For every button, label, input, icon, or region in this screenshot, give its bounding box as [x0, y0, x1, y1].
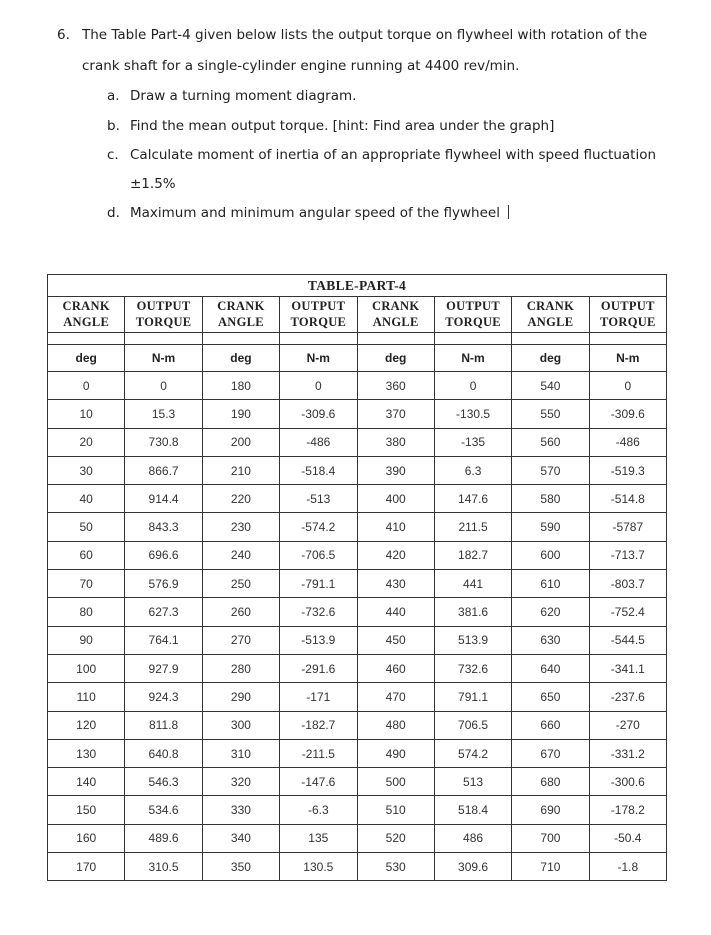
- question-text-line-2: crank shaft for a single-cylinder engine running at 4400 rev/min.: [82, 58, 520, 74]
- crank-angle-cell: 230: [202, 513, 279, 541]
- table-header-row: [48, 297, 667, 333]
- spacer-cell: [280, 333, 357, 345]
- crank-angle-cell: 300: [202, 711, 279, 739]
- crank-angle-cell: 520: [357, 824, 434, 852]
- output-torque-cell: 211.5: [434, 513, 511, 541]
- unit-cell: N-m: [589, 345, 666, 372]
- output-torque-cell: 732.6: [434, 654, 511, 682]
- crank-angle-cell: 180: [202, 372, 279, 400]
- output-torque-cell: -574.2: [280, 513, 357, 541]
- output-torque-cell: 924.3: [125, 683, 202, 711]
- sub-question-text: [130, 205, 509, 221]
- output-torque-cell: -147.6: [280, 768, 357, 796]
- crank-angle-cell: 450: [357, 626, 434, 654]
- table-row: [48, 626, 667, 654]
- column-header: [434, 297, 511, 333]
- crank-angle-cell: 480: [357, 711, 434, 739]
- column-header: [48, 297, 125, 333]
- crank-angle-cell: 360: [357, 372, 434, 400]
- output-torque-cell: -706.5: [280, 541, 357, 569]
- output-torque-cell: 0: [589, 372, 666, 400]
- output-torque-cell: 534.6: [125, 796, 202, 824]
- crank-angle-cell: 410: [357, 513, 434, 541]
- table-row: [48, 513, 667, 541]
- crank-angle-cell: 50: [48, 513, 125, 541]
- table-row: [48, 485, 667, 513]
- spacer-cell: [48, 333, 125, 345]
- unit-cell: N-m: [280, 345, 357, 372]
- crank-angle-cell: 540: [512, 372, 589, 400]
- crank-angle-cell: 290: [202, 683, 279, 711]
- output-torque-cell: -182.7: [280, 711, 357, 739]
- column-header-line-2: ANGLE: [63, 314, 110, 329]
- crank-angle-cell: 420: [357, 541, 434, 569]
- crank-angle-cell: 510: [357, 796, 434, 824]
- crank-angle-cell: 30: [48, 456, 125, 484]
- crank-angle-cell: 650: [512, 683, 589, 711]
- crank-angle-cell: 250: [202, 570, 279, 598]
- unit-cell: N-m: [434, 345, 511, 372]
- output-torque-cell: 381.6: [434, 598, 511, 626]
- crank-angle-cell: 120: [48, 711, 125, 739]
- output-torque-cell: -130.5: [434, 400, 511, 428]
- output-torque-cell: 730.8: [125, 428, 202, 456]
- crank-angle-cell: 710: [512, 853, 589, 881]
- column-header: [512, 297, 589, 333]
- output-torque-cell: -135: [434, 428, 511, 456]
- output-torque-cell: 791.1: [434, 683, 511, 711]
- crank-angle-cell: 370: [357, 400, 434, 428]
- sub-question-text-content: Maximum and minimum angular speed of the flywheel: [130, 205, 500, 221]
- output-torque-cell: -50.4: [589, 824, 666, 852]
- crank-angle-cell: 280: [202, 654, 279, 682]
- crank-angle-cell: 560: [512, 428, 589, 456]
- crank-angle-cell: 130: [48, 739, 125, 767]
- crank-angle-cell: 430: [357, 570, 434, 598]
- table-row: [48, 768, 667, 796]
- output-torque-cell: -513: [280, 485, 357, 513]
- crank-angle-cell: 310: [202, 739, 279, 767]
- crank-angle-cell: 80: [48, 598, 125, 626]
- output-torque-cell: 574.2: [434, 739, 511, 767]
- sub-question-letter: c.: [107, 147, 119, 163]
- crank-angle-cell: 350: [202, 853, 279, 881]
- column-header-line-2: TORQUE: [290, 314, 347, 329]
- spacer-cell: [512, 333, 589, 345]
- crank-angle-cell: 110: [48, 683, 125, 711]
- column-header-line-2: ANGLE: [527, 314, 574, 329]
- output-torque-cell: -518.4: [280, 456, 357, 484]
- crank-angle-cell: 60: [48, 541, 125, 569]
- crank-angle-cell: 70: [48, 570, 125, 598]
- crank-angle-cell: 460: [357, 654, 434, 682]
- crank-angle-cell: 690: [512, 796, 589, 824]
- output-torque-cell: 706.5: [434, 711, 511, 739]
- spacer-cell: [357, 333, 434, 345]
- output-torque-cell: 764.1: [125, 626, 202, 654]
- crank-angle-cell: 90: [48, 626, 125, 654]
- output-torque-cell: -519.3: [589, 456, 666, 484]
- sub-question-letter: d.: [107, 205, 120, 221]
- table-row: [48, 598, 667, 626]
- column-header: [357, 297, 434, 333]
- crank-angle-cell: 400: [357, 485, 434, 513]
- crank-angle-cell: 150: [48, 796, 125, 824]
- output-torque-cell: 576.9: [125, 570, 202, 598]
- crank-angle-cell: 170: [48, 853, 125, 881]
- table-row: [48, 796, 667, 824]
- column-header: [589, 297, 666, 333]
- output-torque-cell: -791.1: [280, 570, 357, 598]
- crank-angle-cell: 670: [512, 739, 589, 767]
- crank-angle-cell: 20: [48, 428, 125, 456]
- column-header-line-1: OUTPUT: [136, 298, 191, 313]
- output-torque-cell: -6.3: [280, 796, 357, 824]
- table-row: [48, 683, 667, 711]
- output-torque-cell: -291.6: [280, 654, 357, 682]
- output-torque-cell: 518.4: [434, 796, 511, 824]
- table-row: [48, 739, 667, 767]
- column-header-line-1: OUTPUT: [600, 298, 655, 313]
- output-torque-cell: -5787: [589, 513, 666, 541]
- output-torque-cell: -1.8: [589, 853, 666, 881]
- crank-angle-cell: 320: [202, 768, 279, 796]
- column-header-line-1: CRANK: [62, 298, 110, 313]
- column-header-line-2: TORQUE: [445, 314, 501, 329]
- crank-angle-cell: 490: [357, 739, 434, 767]
- output-torque-cell: -713.7: [589, 541, 666, 569]
- spacer-cell: [202, 333, 279, 345]
- crank-angle-cell: 600: [512, 541, 589, 569]
- output-torque-cell: -309.6: [280, 400, 357, 428]
- crank-angle-cell: 660: [512, 711, 589, 739]
- crank-angle-cell: 530: [357, 853, 434, 881]
- crank-angle-cell: 220: [202, 485, 279, 513]
- crank-angle-cell: 330: [202, 796, 279, 824]
- output-torque-cell: 696.6: [125, 541, 202, 569]
- output-torque-cell: 489.6: [125, 824, 202, 852]
- crank-angle-cell: 210: [202, 456, 279, 484]
- output-torque-cell: 6.3: [434, 456, 511, 484]
- crank-angle-cell: 500: [357, 768, 434, 796]
- column-header: [125, 297, 202, 333]
- output-torque-cell: 843.3: [125, 513, 202, 541]
- crank-angle-cell: 580: [512, 485, 589, 513]
- output-torque-cell: -171: [280, 683, 357, 711]
- column-header-line-1: CRANK: [217, 298, 265, 313]
- column-header-line-1: CRANK: [526, 298, 575, 313]
- output-torque-cell: 486: [434, 824, 511, 852]
- question-number: 6.: [57, 27, 70, 43]
- table-row: [48, 372, 667, 400]
- output-torque-cell: 627.3: [125, 598, 202, 626]
- output-torque-cell: 0: [434, 372, 511, 400]
- unit-cell: deg: [48, 345, 125, 372]
- spacer-cell: [589, 333, 666, 345]
- output-torque-cell: -514.8: [589, 485, 666, 513]
- column-header-line-2: ANGLE: [372, 314, 419, 329]
- table-row: [48, 428, 667, 456]
- crank-angle-cell: 590: [512, 513, 589, 541]
- table-unit-row: [48, 345, 667, 372]
- output-torque-cell: -237.6: [589, 683, 666, 711]
- output-torque-cell: -270: [589, 711, 666, 739]
- column-header-line-2: TORQUE: [599, 314, 656, 329]
- crank-angle-cell: 550: [512, 400, 589, 428]
- output-torque-cell: 914.4: [125, 485, 202, 513]
- output-torque-cell: -803.7: [589, 570, 666, 598]
- crank-angle-cell: 620: [512, 598, 589, 626]
- spacer-cell: [125, 333, 202, 345]
- crank-angle-cell: 190: [202, 400, 279, 428]
- crank-angle-cell: 260: [202, 598, 279, 626]
- output-torque-cell: 15.3: [125, 400, 202, 428]
- output-torque-cell: 0: [125, 372, 202, 400]
- table-row: [48, 853, 667, 881]
- unit-cell: deg: [512, 345, 589, 372]
- column-header: [202, 297, 279, 333]
- output-torque-cell: -732.6: [280, 598, 357, 626]
- output-torque-cell: 546.3: [125, 768, 202, 796]
- output-torque-cell: -309.6: [589, 400, 666, 428]
- table-row: [48, 711, 667, 739]
- crank-angle-cell: 440: [357, 598, 434, 626]
- output-torque-cell: -341.1: [589, 654, 666, 682]
- output-torque-cell: 811.8: [125, 711, 202, 739]
- crank-angle-cell: 140: [48, 768, 125, 796]
- output-torque-cell: 927.9: [125, 654, 202, 682]
- output-torque-cell: 130.5: [280, 853, 357, 881]
- column-header: [280, 297, 357, 333]
- column-header-line-2: TORQUE: [135, 314, 192, 329]
- table-row: [48, 570, 667, 598]
- crank-angle-cell: 10: [48, 400, 125, 428]
- output-torque-cell: 0: [280, 372, 357, 400]
- output-torque-cell: -211.5: [280, 739, 357, 767]
- table-title: TABLE-PART-4: [48, 275, 667, 297]
- text-cursor: [508, 205, 509, 219]
- crank-angle-cell: 390: [357, 456, 434, 484]
- output-torque-cell: -486: [589, 428, 666, 456]
- output-torque-cell: 135: [280, 824, 357, 852]
- question-text-line-1: The Table Part-4 given below lists the output torque on flywheel with rotation of the: [82, 27, 648, 43]
- output-torque-cell: 513.9: [434, 626, 511, 654]
- crank-angle-cell: 470: [357, 683, 434, 711]
- output-torque-cell: 866.7: [125, 456, 202, 484]
- crank-angle-cell: 160: [48, 824, 125, 852]
- output-torque-cell: 147.6: [434, 485, 511, 513]
- column-header-line-1: OUTPUT: [446, 298, 500, 313]
- output-torque-cell: 513: [434, 768, 511, 796]
- crank-angle-cell: 200: [202, 428, 279, 456]
- unit-cell: N-m: [125, 345, 202, 372]
- output-torque-cell: 310.5: [125, 853, 202, 881]
- output-torque-cell: 640.8: [125, 739, 202, 767]
- crank-angle-cell: 40: [48, 485, 125, 513]
- table-row: [48, 400, 667, 428]
- output-torque-cell: 441: [434, 570, 511, 598]
- table-row: [48, 456, 667, 484]
- output-torque-cell: 182.7: [434, 541, 511, 569]
- sub-question-letter: a.: [107, 88, 120, 104]
- sub-question-text: Draw a turning moment diagram.: [130, 88, 357, 104]
- crank-angle-cell: 0: [48, 372, 125, 400]
- crank-angle-cell: 100: [48, 654, 125, 682]
- crank-angle-cell: 340: [202, 824, 279, 852]
- torque-table: [47, 274, 667, 881]
- output-torque-cell: -513.9: [280, 626, 357, 654]
- sub-question-text: Find the mean output torque. [hint: Find area under the graph]: [130, 118, 555, 134]
- unit-cell: deg: [202, 345, 279, 372]
- spacer-cell: [434, 333, 511, 345]
- sub-question-text: Calculate moment of inertia of an appropriate flywheel with speed fluctuation: [130, 147, 657, 163]
- table-row: [48, 541, 667, 569]
- table-spacer-row: [48, 333, 667, 345]
- crank-angle-cell: 270: [202, 626, 279, 654]
- column-header-line-1: OUTPUT: [291, 298, 346, 313]
- output-torque-cell: -544.5: [589, 626, 666, 654]
- crank-angle-cell: 570: [512, 456, 589, 484]
- sub-question-text-continued: ±1.5%: [130, 176, 176, 192]
- table-row: [48, 824, 667, 852]
- output-torque-cell: -300.6: [589, 768, 666, 796]
- output-torque-cell: -486: [280, 428, 357, 456]
- crank-angle-cell: 640: [512, 654, 589, 682]
- crank-angle-cell: 240: [202, 541, 279, 569]
- unit-cell: deg: [357, 345, 434, 372]
- column-header-line-2: ANGLE: [217, 314, 264, 329]
- sub-question-letter: b.: [107, 118, 120, 134]
- output-torque-cell: -752.4: [589, 598, 666, 626]
- crank-angle-cell: 700: [512, 824, 589, 852]
- table-row: [48, 654, 667, 682]
- crank-angle-cell: 610: [512, 570, 589, 598]
- crank-angle-cell: 630: [512, 626, 589, 654]
- output-torque-cell: -178.2: [589, 796, 666, 824]
- column-header-line-1: CRANK: [372, 298, 420, 313]
- crank-angle-cell: 680: [512, 768, 589, 796]
- crank-angle-cell: 380: [357, 428, 434, 456]
- output-torque-cell: 309.6: [434, 853, 511, 881]
- output-torque-cell: -331.2: [589, 739, 666, 767]
